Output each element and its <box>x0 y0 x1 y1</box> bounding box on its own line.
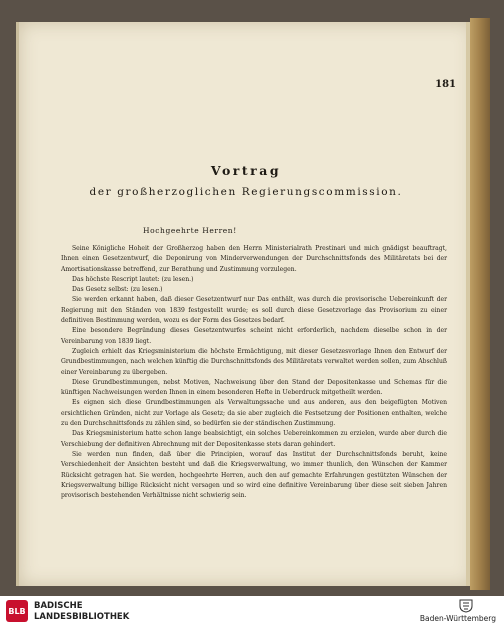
document-subtitle: der großherzoglichen Regierungscommission. <box>89 186 403 198</box>
page-number: 181 <box>435 79 456 90</box>
coat-of-arms-icon <box>458 599 474 613</box>
salutation: Hochgeehrte Herren! <box>143 226 237 235</box>
institution-line: BADISCHE <box>34 601 83 611</box>
document-page <box>16 22 473 586</box>
paragraph: Sie werden nun finden, daß über die Principien, worauf das Institut der Durchschnittsfonds beruht, keine Verschiedenheit der Ansichten besteht und daß die Kriegsverwaltung, wo immer thunlich, den Wünschen der Kammer Rücksicht getragen hat. Sie werden, hochgeehrte Herren, auch den auf gemachte Erfahrungen gestützten Wünschen der Kriegsverwaltung billige Rücksicht nicht versagen und so wird eine definitive Vereinbarung über diese seit sieben Jahren provisorisch bestehenden Verhältnisse nicht schwierig sein. <box>61 450 447 500</box>
institution-name[interactable] <box>34 601 129 623</box>
paragraph: Das Kriegsministerium hatte schon lange beabsichtigt, ein solches Uebereinkommen zu erzielen, wurde aber durch die Verschiebung der definitiven Abrechnung mit der Depositenkasse stets daran gehindert. <box>61 430 447 448</box>
paragraph: Zugleich erhielt das Kriegsministerium die höchste Ermächtigung, mit dieser Gesetzesvorlage Ihnen den Entwurf der Grundbestimmungen, nach welchen künftig die Durchschnittsfonds des Militäretats verwaltet werden sollen, zum Abschluß einer Vereinbarung zu übergeben. <box>61 347 447 376</box>
paragraph: Diese Grundbestimmungen, nebst Motiven, Nachweisung über den Stand der Depositenkasse und Schemas für die künftigen Nachweisungen werden Ihnen in einem besonderen Hefte in Ueberdruck mitgetheilt werden. <box>61 378 447 397</box>
paragraph: Eine besondere Begründung dieses Gesetzentwurfes scheint nicht erforderlich, nachdem dieselbe schon in der Vereinbarung von 1839 liegt. <box>61 327 447 345</box>
paragraph: Seine Königliche Hoheit der Großherzog haben den Herrn Ministerialrath Prestinari und mich gnädigst beauftragt, Ihnen einen Gesetzentwurf, die Deponirung von Minderverwendungen der Durchschnittsfonds des Militäretats bei der Amortisationskasse betreffend, zur Berathung und Zustimmung vorzulegen. <box>61 245 447 273</box>
document-title: Vortrag <box>210 163 282 178</box>
paragraph: Sie werden erkannt haben, daß dieser Gesetzentwurf nur Das enthält, was durch die provisorische Uebereinkunft der Regierung mit den Ständen von 1839 festgestellt wurde; es soll durch diese Gesetzvorlage das Provisorium zu einer definitiven Bestimmung werden, wozu es der Form des Gesetzes bedarf. <box>61 296 447 325</box>
footer-bar <box>0 596 504 628</box>
paragraph: Das Gesetz selbst: (zu lesen.) <box>72 286 163 294</box>
library-logo-icon[interactable]: BLB <box>6 600 28 622</box>
book-spine <box>470 18 490 590</box>
body-text <box>61 244 447 501</box>
paragraph: Das höchste Rescript lautet: (zu lesen.) <box>72 275 194 283</box>
region-label: Baden-Württemberg <box>419 614 496 623</box>
institution-line: LANDESBIBLIOTHEK <box>34 612 130 622</box>
paragraph: Es eignen sich diese Grundbestimmungen als Verwaltungssache und aus anderen, aus den beigefügten Motiven ersichtlichen Gründen, nicht zur Vorlage als Gesetz; da sie aber zugleich die Festsetzung der Positionen enthalten, welche zu den Durchschnittsfonds zu zählen sind, so bedürfen sie der ständischen Zustimmung. <box>61 399 447 428</box>
